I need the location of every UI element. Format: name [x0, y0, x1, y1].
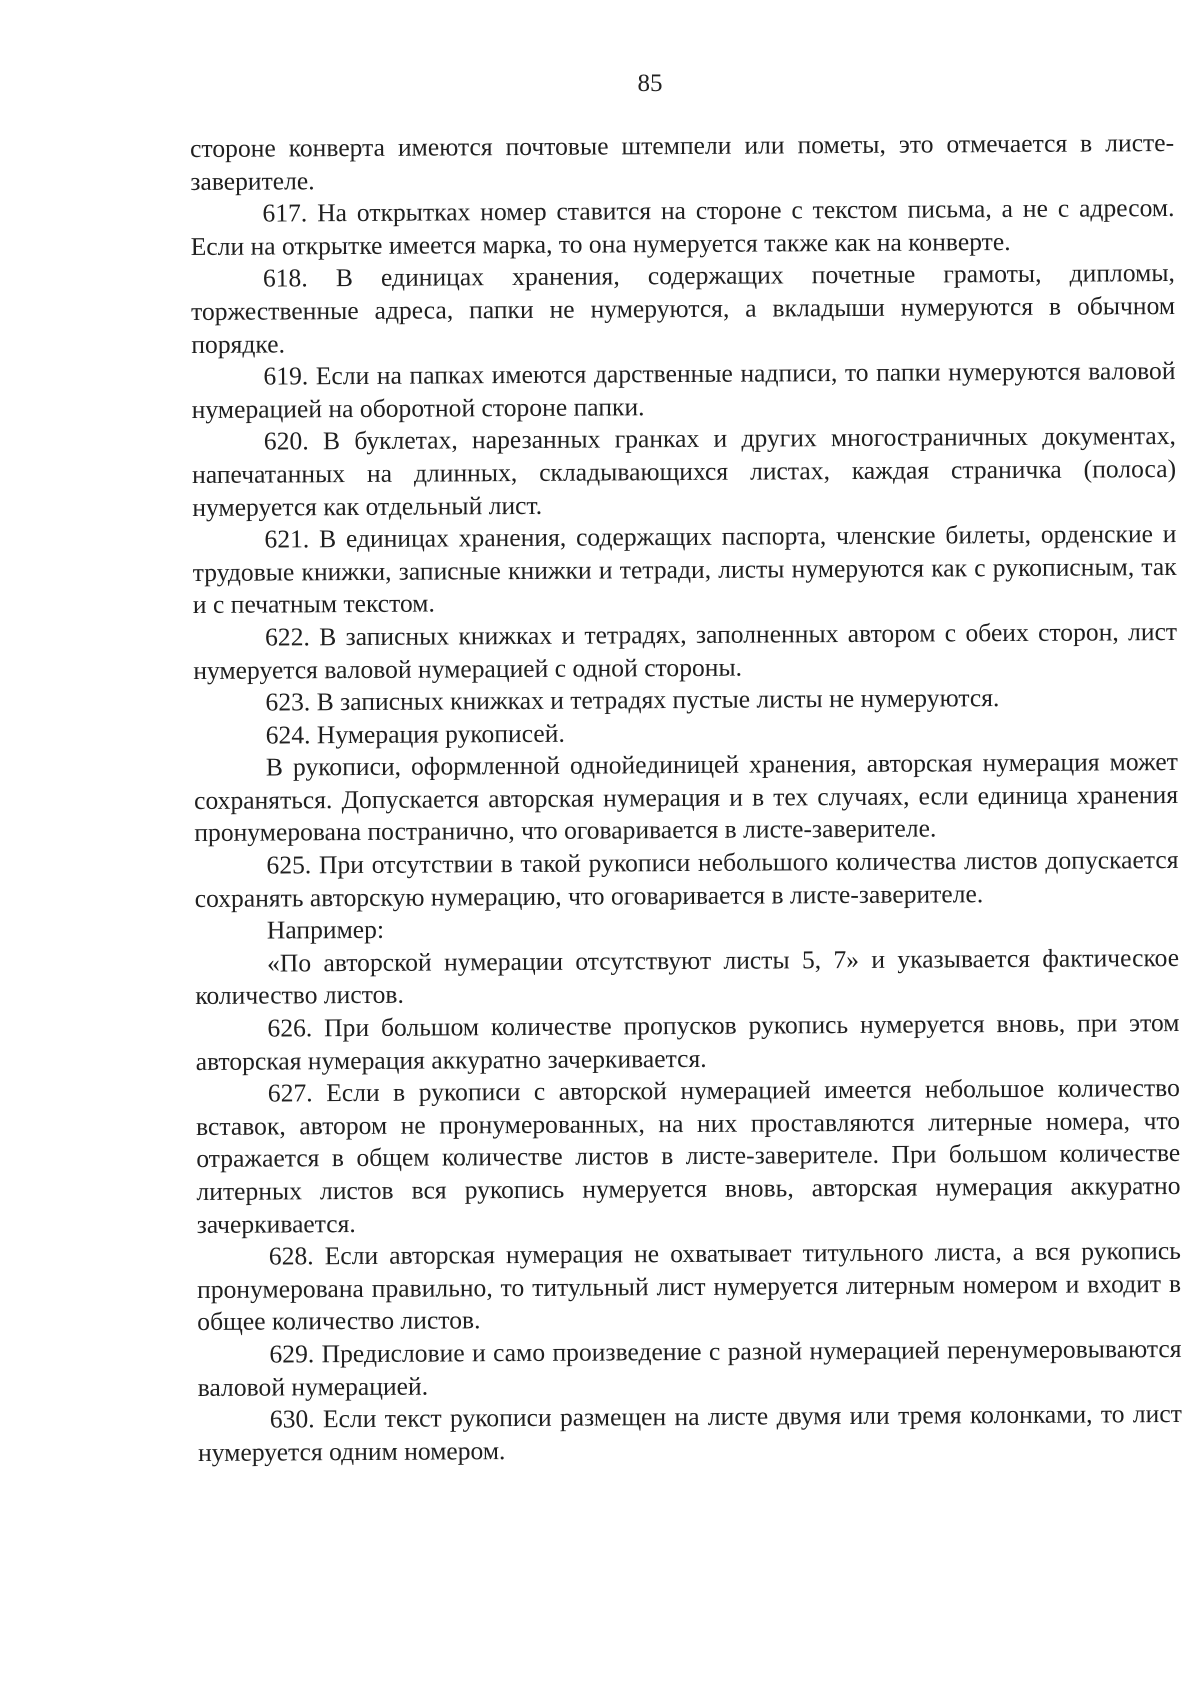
paragraph-628: 628. Если авторская нумерация не охватывает титульного листа, а вся рукопись пронумерована правильно, то титульный лист нумеруется литерным номером и входит в общее количество листов.: [196, 1236, 1182, 1337]
paragraph-617: 617. На открытках номер ставится на стороне с текстом письма, а не с адресом. Если на открытке имеется марка, то она нумеруется также как на конверте.: [190, 193, 1175, 261]
paragraph-626: 626. При большом количестве пропусков рукопись нумеруется вновь, при этом авторская нумерация аккуратно зачеркивается.: [195, 1008, 1180, 1076]
paragraph-624-body: В рукописи, оформленной однойединицей хранения, авторская нумерация может сохраняться. Допускается авторская нумерация и в тех случаях, если единица хранения пронумерована постранично, что оговаривается в листе-заверителе.: [193, 747, 1179, 848]
paragraph-619: 619. Если на папках имеются дарственные надписи, то папки нумеруются валовой нумерацией на оборотной стороне папки.: [191, 356, 1176, 424]
paragraph-623: 623. В записных книжках и тетрадях пустые листы не нумеруются.: [265, 683, 1000, 717]
paragraph-621: 621. В единицах хранения, содержащих паспорта, членские билеты, орденские и трудовые книжки, записные книжки и тетради, листы нумеруются как с рукописным, так и с печатным текстом.: [192, 519, 1177, 620]
document-body: [190, 127, 1182, 1469]
paragraph-624-heading: 624. Нумерация рукописей.: [265, 718, 565, 750]
paragraph-630: 630. Если текст рукописи размещен на листе двумя или тремя колонками, то лист нумеруется одним номером.: [197, 1399, 1182, 1467]
paragraph-618: 618. В единицах хранения, содержащих почетные грамоты, дипломы, торжественные адреса, папки не нумеруются, а вкладыши нумеруются в обычном порядке.: [191, 258, 1176, 359]
paragraph-620: 620. В буклетах, нарезанных гранках и других многостраничных документах, напечатанных на длинных, складывающихся листах, каждая страничка (полоса) нумеруется как отдельный лист.: [191, 421, 1177, 522]
example-quote: «По авторской нумерации отсутствуют листы 5, 7» и указывается фактическое количество листов.: [195, 942, 1180, 1011]
paragraph-622: 622. В записных книжках и тетрадях, заполненных автором с обеих сторон, лист нумеруется валовой нумерацией с одной стороны.: [193, 616, 1178, 685]
example-label: Например:: [266, 915, 385, 945]
paragraph-625: 625. При отсутствии в такой рукописи небольшого количества листов допускается сохранять авторскую нумерацию, что оговаривается в листе-заверителе.: [194, 845, 1179, 913]
paragraph-627: 627. Если в рукописи с авторской нумерацией имеется небольшое количество вставок, автором не пронумерованных, на них проставляются литерные номера, что отражается в общем количестве листов в листе-заверителе. При большом количестве литерных листов вся рукопись нумеруется вновь, авторская нумерация аккуратно зачеркивается.: [195, 1073, 1181, 1239]
paragraph-629: 629. Предисловие и само произведение с разной нумерацией перенумеровываются валовой нумерацией.: [197, 1333, 1182, 1402]
page-number: 85: [637, 70, 663, 97]
paragraph-continuation: стороне конверта имеются почтовые штемпели или пометы, это отмечается в листе-заверителе.: [190, 127, 1175, 196]
